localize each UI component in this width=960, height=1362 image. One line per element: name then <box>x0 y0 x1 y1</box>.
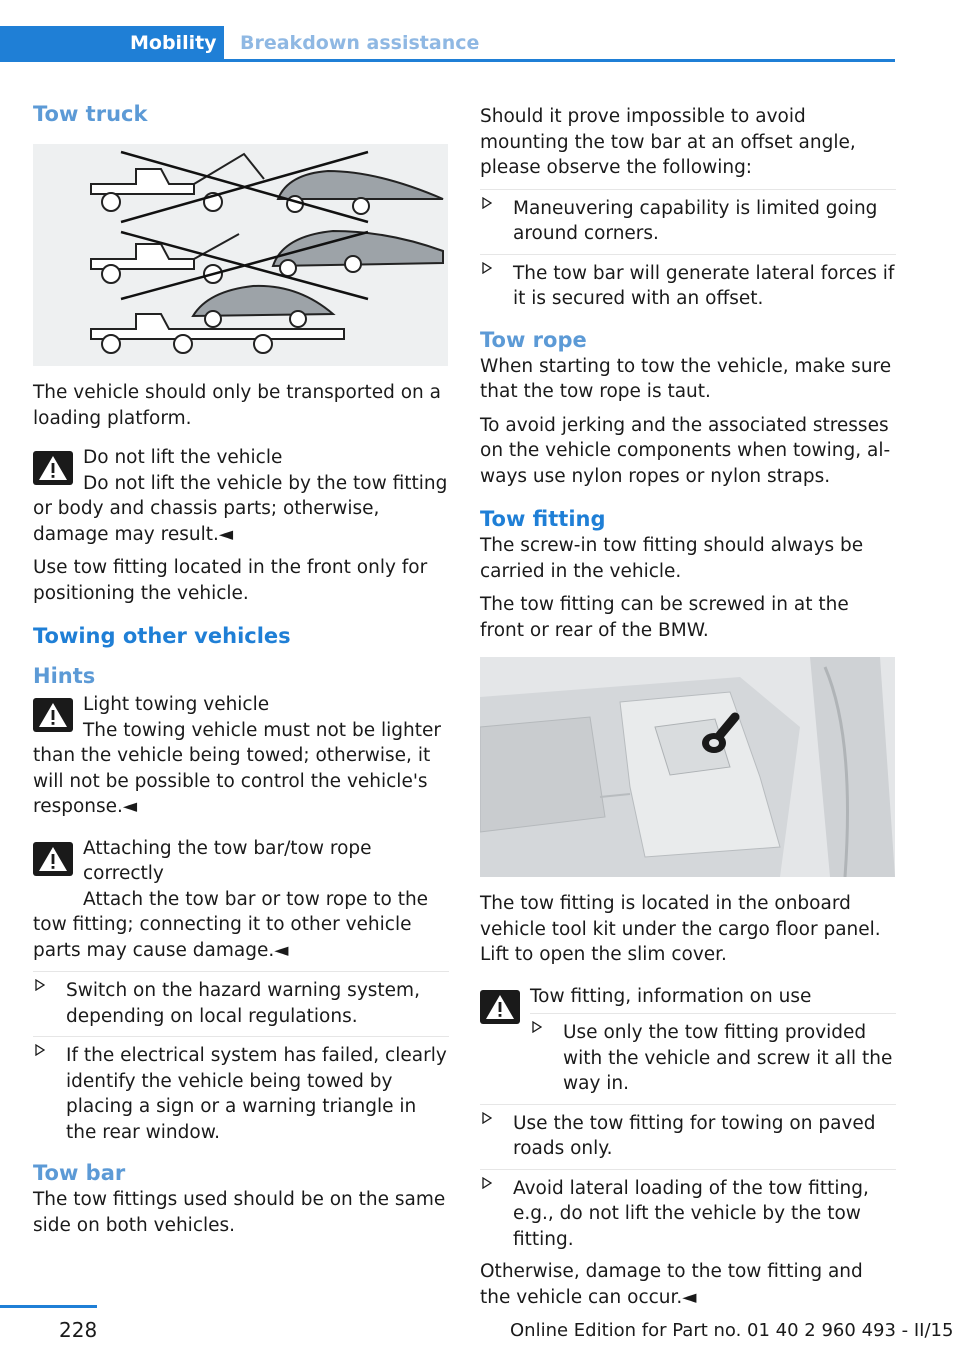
tow-bar-text: The tow fittings used should be on the same side on both vehicles. <box>33 1189 446 1236</box>
edition-text: Online Edition for Part no. 01 40 2 960 493 - II/15 <box>510 1320 954 1341</box>
towing-bullets <box>33 978 449 1145</box>
footer-line <box>0 1305 97 1308</box>
list-item <box>530 1013 896 1097</box>
bullet-text: Use only the tow fitting provided with the vehicle and screw it all the way in. <box>563 1022 893 1094</box>
towing-other-vehicles-heading: Towing other vehicles <box>33 624 291 648</box>
bullet-text: Maneuvering capability is limited going around corners. <box>513 197 878 244</box>
list-item <box>480 1111 896 1162</box>
bullet-text: If the electrical system has failed, clearly identify the vehicle being towed by placing a sign or a warning triangle in the rear window. <box>66 1045 447 1143</box>
bullet-triangle-icon <box>482 262 492 274</box>
warning-attaching-title: Attaching the tow bar/tow rope correctly <box>83 837 372 884</box>
front-only-text: Use tow fitting located in the front only for positioning the vehicle. <box>33 557 428 604</box>
tow-fitting-heading: Tow fitting <box>480 507 606 531</box>
tow-truck-text: The vehicle should only be transported on a loading platform. <box>33 382 441 429</box>
list-item <box>33 978 449 1029</box>
list-item <box>480 254 896 312</box>
warning-triangle-icon <box>480 990 520 1024</box>
tow-rope-text-1: When starting to tow the vehicle, make sure that the tow rope is taut. <box>480 355 892 402</box>
warning-attaching <box>33 836 449 964</box>
bullet-triangle-icon <box>35 1044 45 1056</box>
offset-bullets <box>480 196 896 312</box>
tow-fitting-text-2: The tow fitting can be screwed in at the front or rear of the BMW. <box>480 594 849 641</box>
warning-attaching-body: Attach the tow bar or tow rope to the tow fitting; connecting it to other vehicle parts may cause damage.◄ <box>33 888 429 961</box>
tow-rope-heading: Tow rope <box>480 327 587 352</box>
bullet-triangle-icon <box>35 979 45 991</box>
list-item <box>480 196 896 247</box>
tow-fitting-text-3: The tow fitting is located in the onboard vehicle tool kit under the cargo floor panel. Lift to open the slim cover. <box>480 893 881 965</box>
warning-tow-fitting-bullets <box>530 1013 896 1097</box>
warning-triangle-icon <box>33 451 73 485</box>
tow-truck-heading: Tow truck <box>33 102 148 126</box>
left-column <box>33 100 449 1246</box>
bullet-text: Avoid lateral loading of the tow fitting, e.g., do not lift the vehicle by the tow fitting. <box>513 1177 869 1250</box>
warning-tow-fitting <box>480 984 896 1097</box>
warning-light-vehicle <box>33 692 449 820</box>
offset-text: Should it prove impossible to avoid mounting the tow bar at an offset angle, please observe the following: <box>480 106 856 178</box>
warning-lift-title: Do not lift the vehicle <box>83 447 283 468</box>
tow-rope-text-2: To avoid jerking and the associated stresses on the vehicle components when towing, always use nylon ropes or nylon straps. <box>480 414 891 487</box>
tow-fitting-photo <box>480 657 895 877</box>
warning-triangle-icon <box>33 842 73 876</box>
bullet-triangle-icon <box>532 1021 542 1033</box>
bullet-triangle-icon <box>482 1112 492 1124</box>
damage-text: Otherwise, damage to the tow fitting and the vehicle can occur.◄ <box>480 1261 863 1308</box>
warning-light-vehicle-title: Light towing vehicle <box>83 694 270 715</box>
warning-lift <box>33 445 449 547</box>
list-item <box>480 1169 896 1253</box>
bullet-triangle-icon <box>482 197 492 209</box>
hints-heading: Hints <box>33 664 96 688</box>
tow-bar-heading: Tow bar <box>33 1161 126 1185</box>
tow-fitting-text-1: The screw-in tow fitting should always be carried in the vehicle. <box>480 535 864 582</box>
page-number: 228 <box>59 1318 98 1342</box>
list-item <box>33 1036 449 1145</box>
warning-lift-body: Do not lift the vehicle by the tow fitting or body and chassis parts; otherwise, damage may result.◄ <box>33 472 448 545</box>
bullet-text: The tow bar will generate lateral forces if it is secured with an offset. <box>513 262 895 309</box>
warning-tow-fitting-title: Tow fitting, information on use <box>530 985 812 1007</box>
right-column <box>480 104 896 1318</box>
bullet-triangle-icon <box>482 1177 492 1189</box>
warning-light-vehicle-body: The towing vehicle must not be lighter than the vehicle being towed; otherwise, it will not be possible to control the vehicle's response.◄ <box>33 719 441 817</box>
warning-triangle-icon <box>33 698 73 732</box>
tab-breakdown-assistance[interactable]: Breakdown assistance <box>240 32 480 54</box>
bullet-text: Use the tow fitting for towing on paved roads only. <box>513 1112 876 1159</box>
use-bullets <box>480 1111 896 1253</box>
tab-mobility[interactable]: Mobility <box>0 26 224 59</box>
tow-truck-illustration <box>33 144 448 366</box>
bullet-text: Switch on the hazard warning system, depending on local regulations. <box>66 980 420 1027</box>
header-tabs <box>0 26 895 62</box>
